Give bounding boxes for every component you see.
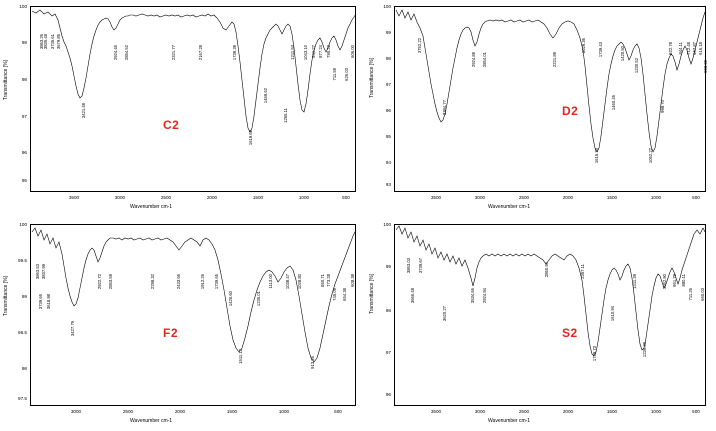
spectrum-svg-c2	[0, 0, 366, 216]
x-tick-c2-3500: 3500	[68, 195, 80, 200]
peak-label-c2-2: 3735.61	[50, 34, 55, 50]
peak-label-c2-3: 3679.85	[56, 34, 61, 50]
peak-label-f2-2: 3739.65	[38, 294, 43, 310]
peak-label-s2-11: 1236.33	[642, 342, 647, 358]
y-tick-d2-93: 93	[385, 182, 391, 187]
peak-label-f2-6: 2853.59	[108, 274, 113, 290]
peak-label-f2-3: 3618.98	[46, 294, 51, 310]
panel-d2	[366, 0, 716, 216]
x-tick-s2-500: 500	[692, 409, 700, 414]
peak-label-f2-17: 913.26	[310, 356, 315, 369]
y-tick-f2-995: 99.5	[18, 258, 27, 263]
peak-label-d2-14: 844.11	[678, 42, 683, 55]
y-tick-f2-975: 97.5	[18, 396, 27, 401]
peak-label-s2-12: 1052.90	[662, 274, 667, 290]
x-axis-label-c2: Wavenumber cm-1	[130, 204, 173, 210]
peak-label-f2-11: 1426.60	[228, 291, 233, 307]
peak-label-c2-15: 941.27	[311, 45, 316, 58]
x-tick-s2-1500: 1500	[606, 409, 618, 414]
peak-label-f2-13: 1235.01	[256, 291, 261, 307]
y-tick-f2-99: 99	[21, 294, 27, 299]
y-tick-c2-97: 97	[21, 114, 27, 119]
peak-label-c2-6: 2854.52	[124, 45, 129, 61]
x-tick-s2-2000: 2000	[562, 409, 574, 414]
x-tick-c2-500: 500	[342, 195, 350, 200]
peak-label-c2-0: 3863.26	[39, 34, 44, 50]
peak-label-d2-11: 1052.22	[648, 148, 653, 164]
peak-label-c2-10: 1619.62	[248, 130, 253, 146]
peak-label-d2-0: 3752.22	[417, 38, 422, 54]
y-tick-c2-95: 95	[21, 178, 27, 183]
peak-label-f2-22: 608.38	[350, 274, 355, 287]
peak-label-s2-14: 880.11	[681, 274, 686, 287]
peak-label-d2-4: 2221.89	[552, 52, 557, 68]
peak-label-s2-10: 1411.39	[632, 274, 637, 289]
spectrum-svg-s2	[366, 216, 716, 431]
peak-label-d2-8: 1460.45	[611, 95, 616, 111]
x-tick-d2-2500: 2500	[518, 195, 530, 200]
x-tick-s2-3500: 3500	[430, 409, 442, 414]
x-tick-d2-1500: 1500	[606, 195, 618, 200]
peak-label-f2-20: 745.09	[332, 288, 337, 301]
peak-label-c2-4: 3421.48	[81, 103, 86, 119]
x-axis-label-f2: Wavenumber cm-1	[130, 418, 173, 424]
y-tick-s2-97: 97	[385, 350, 391, 355]
peak-label-f2-10: 1739.65	[214, 274, 219, 290]
peak-label-s2-3: 3620.27	[442, 306, 447, 322]
x-tick-s2-3000: 3000	[474, 409, 486, 414]
peak-label-s2-1: 3739.67	[418, 258, 423, 274]
y-tick-d2-97: 97	[385, 82, 391, 87]
peak-label-d2-5: 2029.36	[581, 38, 586, 54]
peak-label-s2-13: 951.79	[672, 274, 677, 287]
peak-label-s2-2: 3666.48	[410, 288, 415, 304]
peak-label-c2-19: 626.03	[344, 68, 349, 81]
peak-label-s2-15: 711.26	[688, 288, 693, 301]
peak-label-c2-7: 2321.77	[171, 45, 176, 61]
y-tick-s2-96: 96	[385, 392, 391, 397]
y-tick-d2-100: 100	[383, 4, 391, 9]
x-tick-f2-500: 500	[334, 409, 342, 414]
sample-label-c2: C2	[163, 118, 180, 132]
x-tick-f2-1500: 1500	[226, 409, 238, 414]
peak-label-f2-12: 1511.13	[238, 349, 243, 364]
peak-label-f2-1: 3837.99	[41, 264, 46, 280]
y-tick-f2-100: 100	[19, 222, 27, 227]
y-tick-s2-99: 99	[385, 264, 391, 269]
y-tick-s2-98: 98	[385, 308, 391, 313]
peak-label-f2-16: 1028.80	[297, 274, 302, 290]
x-tick-d2-3000: 3000	[474, 195, 486, 200]
peak-label-d2-10: 1230.52	[634, 58, 639, 74]
y-tick-c2-96: 96	[21, 150, 27, 155]
peak-label-c2-5: 2924.45	[113, 45, 118, 61]
y-tick-d2-95: 95	[385, 134, 391, 139]
peak-label-c2-14: 1043.10	[303, 45, 308, 61]
peak-label-c2-9: 1739.39	[232, 45, 237, 61]
peak-label-c2-1: 3835.48	[43, 34, 48, 50]
x-tick-f2-2000: 2000	[174, 409, 186, 414]
y-axis-label-d2: Transmittance [%]	[369, 58, 375, 99]
peak-label-f2-5: 2922.72	[97, 274, 102, 290]
y-tick-s2-100: 100	[383, 222, 391, 227]
x-tick-c2-2000: 2000	[206, 195, 218, 200]
peak-label-d2-18: 598.90	[703, 60, 708, 73]
peak-label-c2-8: 2167.28	[198, 45, 203, 61]
y-tick-f2-985: 98.5	[18, 330, 27, 335]
peak-label-d2-17: 616.18	[698, 42, 703, 55]
peak-label-f2-19: 773.28	[326, 274, 331, 287]
peak-label-f2-18: 860.71	[320, 274, 325, 287]
peak-label-f2-7: 2298.32	[150, 274, 155, 290]
y-tick-d2-98: 98	[385, 56, 391, 61]
panel-c2	[0, 0, 366, 216]
x-tick-f2-3000: 3000	[70, 409, 82, 414]
peak-label-d2-9: 1420.50	[620, 46, 625, 62]
spectrum-svg-f2	[0, 216, 366, 431]
peak-label-d2-1: 3384.77	[442, 100, 447, 116]
peak-label-f2-8: 2433.66	[176, 274, 181, 290]
peak-label-s2-16: 660.03	[700, 288, 705, 301]
x-tick-d2-3500: 3500	[430, 195, 442, 200]
peak-label-c2-17: 795.22	[326, 45, 331, 58]
y-tick-c2-99: 99	[21, 40, 27, 45]
panel-s2	[366, 216, 716, 431]
x-tick-c2-3000: 3000	[114, 195, 126, 200]
peak-label-s2-4: 3534.66	[470, 288, 475, 304]
y-axis-label-f2: Transmittance [%]	[3, 276, 9, 317]
sample-label-f2: F2	[163, 326, 179, 340]
sample-label-s2: S2	[562, 326, 578, 340]
x-tick-c2-1000: 1000	[298, 195, 310, 200]
x-tick-s2-2500: 2500	[518, 409, 530, 414]
peak-label-s2-7: 2357.11	[580, 264, 585, 279]
sample-label-d2: D2	[562, 104, 579, 118]
peak-label-s2-9: 1610.94	[610, 306, 615, 322]
x-tick-d2-2000: 2000	[562, 195, 574, 200]
x-axis-label-d2: Wavenumber cm-1	[488, 204, 531, 210]
peak-label-d2-15: 712.48	[686, 42, 691, 55]
peak-label-d2-13: 922.78	[668, 42, 673, 55]
x-tick-f2-2500: 2500	[122, 409, 134, 414]
peak-label-f2-4: 3427.79	[70, 321, 75, 337]
peak-label-c2-13: 1211.53	[290, 45, 295, 60]
y-tick-d2-96: 96	[385, 108, 391, 113]
y-axis-label-c2: Transmittance [%]	[3, 60, 9, 101]
x-tick-c2-1500: 1500	[252, 195, 264, 200]
y-tick-f2-98: 98	[21, 366, 27, 371]
peak-label-d2-12: 998.70	[660, 100, 665, 113]
peak-label-c2-18: 711.59	[332, 68, 337, 81]
peak-label-d2-16: 667.87	[692, 42, 697, 55]
peak-label-s2-5: 2924.94	[482, 288, 487, 304]
y-tick-c2-98: 98	[21, 77, 27, 82]
x-tick-c2-2500: 2500	[160, 195, 172, 200]
peak-label-c2-12: 1265.11	[283, 108, 288, 123]
x-tick-d2-500: 500	[692, 195, 700, 200]
peak-label-s2-6: 2860.94	[544, 262, 549, 278]
y-tick-c2-100: 100	[19, 4, 27, 9]
peak-label-c2-11: 1459.62	[263, 88, 268, 104]
x-tick-f2-1000: 1000	[278, 409, 290, 414]
y-tick-d2-94: 94	[385, 160, 391, 165]
y-axis-label-s2: Transmittance [%]	[369, 274, 375, 315]
peak-label-f2-0: 3863.53	[35, 264, 40, 280]
peak-label-s2-8: 1739.73	[592, 346, 597, 362]
x-tick-s2-1000: 1000	[650, 409, 662, 414]
peak-label-d2-2: 2924.89	[471, 52, 476, 68]
y-tick-d2-99: 99	[385, 30, 391, 35]
peak-label-f2-21: 654.38	[342, 288, 347, 301]
x-tick-d2-1000: 1000	[650, 195, 662, 200]
peak-label-d2-7: 1616.73	[594, 148, 599, 164]
peak-label-d2-6: 1739.43	[598, 42, 603, 58]
peak-label-c2-20: 606.00	[350, 45, 355, 58]
peak-label-f2-14: 1113.00	[268, 274, 273, 289]
peak-label-f2-9: 1912.26	[200, 274, 205, 290]
peak-label-f2-15: 1038.47	[285, 274, 290, 290]
x-axis-label-s2: Wavenumber cm-1	[488, 418, 531, 424]
peak-label-c2-16: 877.24	[318, 45, 323, 58]
peak-label-s2-0: 3863.03	[406, 258, 411, 274]
peak-label-d2-3: 2854.01	[482, 52, 487, 68]
panel-f2	[0, 216, 366, 431]
